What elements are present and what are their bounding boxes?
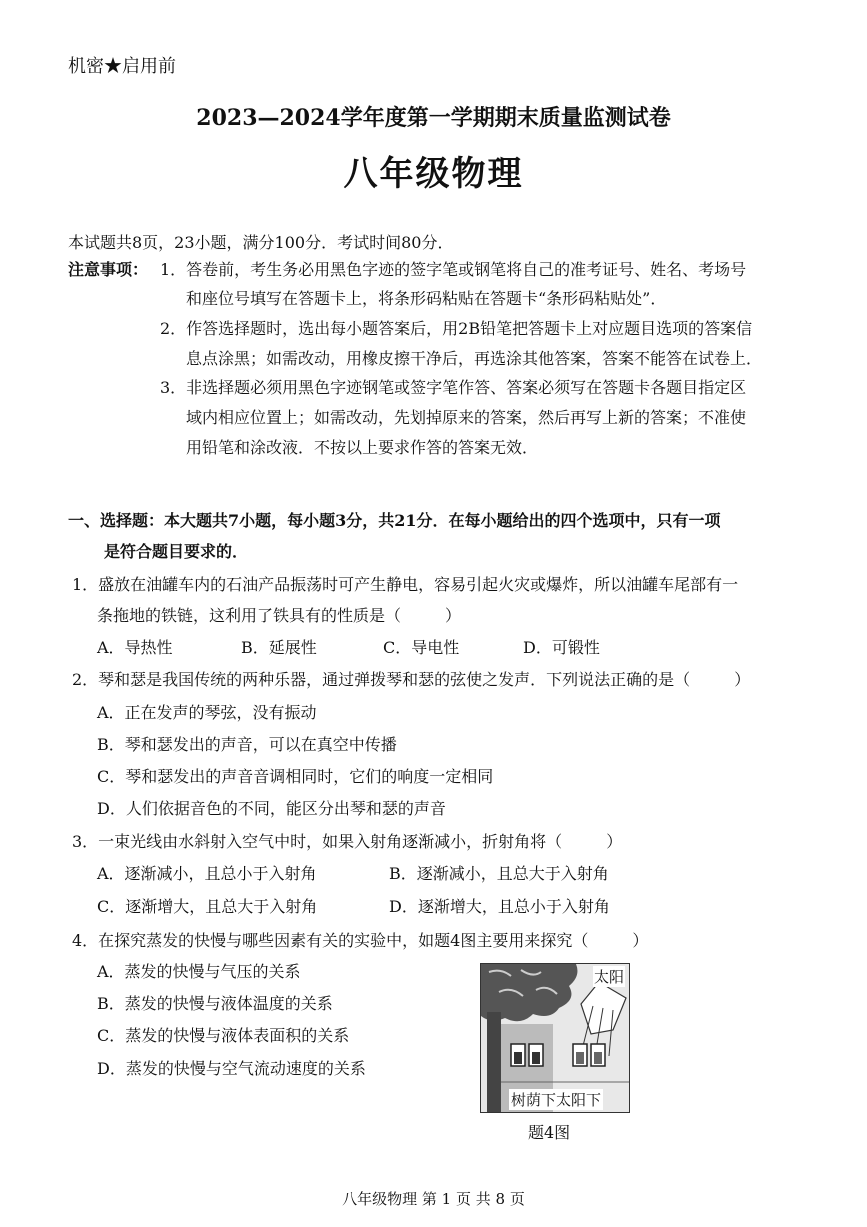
option-b: B．逐渐减小，且总大于入射角 [389, 864, 609, 883]
option-d: D．逐渐增大，且总小于入射角 [389, 897, 610, 916]
exam-info: 本试题共8页，23小题，满分100分．考试时间80分． [68, 233, 454, 252]
option-c: C．逐渐增大，且总大于入射角 [97, 897, 318, 916]
option-a: A．正在发声的琴弦，没有振动 [97, 703, 317, 722]
question-text: 条拖地的铁链，这利用了铁具有的性质是（ [97, 606, 402, 625]
notice-label: 注意事项： [68, 260, 149, 279]
answer-paren: ） [445, 606, 462, 625]
option-b: B．琴和瑟发出的声音，可以在真空中传播 [97, 735, 397, 754]
answer-paren: ） [632, 931, 649, 950]
option-b: B．延展性 [241, 638, 317, 657]
option-c: C．导电性 [383, 638, 460, 657]
option-c: C．蒸发的快慢与液体表面积的关系 [97, 1026, 350, 1045]
section-heading: 是符合题目要求的． [104, 542, 249, 561]
option-d: D．人们依据音色的不同，能区分出琴和瑟的声音 [97, 799, 446, 818]
question-3-stem [72, 829, 622, 852]
figure-4-illustration [480, 963, 630, 1113]
notice-line: 1．答卷前，考生务必用黑色字迹的签字笔或钢笔将自己的准考证号、姓名、考场号 [160, 260, 747, 279]
notice-line: 用铅笔和涂改液．不按以上要求作答的答案无效． [186, 438, 539, 457]
notice-line: 2．作答选择题时，选出每小题答案后，用2B铅笔把答题卡上对应题目选项的答案信 [160, 319, 753, 338]
question-text: 2．琴和瑟是我国传统的两种乐器，通过弹拨琴和瑟的弦使之发声．下列说法正确的是（ [72, 670, 691, 689]
option-a: A．蒸发的快慢与气压的关系 [97, 962, 301, 981]
option-d: D．可锻性 [523, 638, 600, 657]
notice-line: 息点涂黑；如需改动，用橡皮擦干净后，再选涂其他答案，答案不能答在试卷上． [186, 349, 763, 368]
question-text: 3．一束光线由水斜射入空气中时，如果入射角逐渐减小，折射角将（ [72, 832, 563, 851]
option-b: B．蒸发的快慢与液体温度的关系 [97, 994, 333, 1013]
figure-caption: 题4图 [528, 1123, 571, 1142]
question-1-stem: 1．盛放在油罐车内的石油产品振荡时可产生静电，容易引起火灾或爆炸，所以油罐车尾部有一 [72, 575, 739, 594]
exam-title: 2023—2024学年度第一学期期末质量监测试卷 [196, 105, 671, 131]
answer-paren: ） [734, 670, 751, 689]
question-text: 4．在探究蒸发的快慢与哪些因素有关的实验中，如题4图主要用来探究（ [72, 931, 589, 950]
section-heading: 一、选择题：本大题共7小题，每小题3分，共21分．在每小题给出的四个选项中，只有一项 [68, 511, 721, 530]
sun-label: 太阳 [593, 968, 624, 986]
page-footer: 八年级物理 第 1 页 共 8 页 [342, 1190, 525, 1208]
question-2-stem [72, 667, 750, 690]
notice-line: 和座位号填写在答题卡上，将条形码粘贴在答题卡“条形码粘贴处”． [186, 289, 667, 308]
question-4-stem [72, 928, 648, 951]
notice-line: 3．非选择题必须用黑色字迹钢笔或签字笔作答、答案必须写在答题卡各题目指定区 [160, 378, 747, 397]
notice-line: 域内相应位置上；如需改动，先划掉原来的答案，然后再写上新的答案；不准使 [186, 408, 747, 427]
subject-title: 八年级物理 [343, 154, 524, 194]
question-1-stem [97, 603, 461, 626]
answer-paren: ） [606, 832, 623, 851]
option-a: A．逐渐减小，且总小于入射角 [97, 864, 317, 883]
option-c: C．琴和瑟发出的声音音调相同时，它们的响度一定相同 [97, 767, 494, 786]
confidential-mark: 机密★启用前 [68, 56, 176, 77]
option-d: D．蒸发的快慢与空气流动速度的关系 [97, 1059, 366, 1078]
shade-sun-label: 树荫下太阳下 [511, 1091, 602, 1109]
option-a: A．导热性 [97, 638, 173, 657]
